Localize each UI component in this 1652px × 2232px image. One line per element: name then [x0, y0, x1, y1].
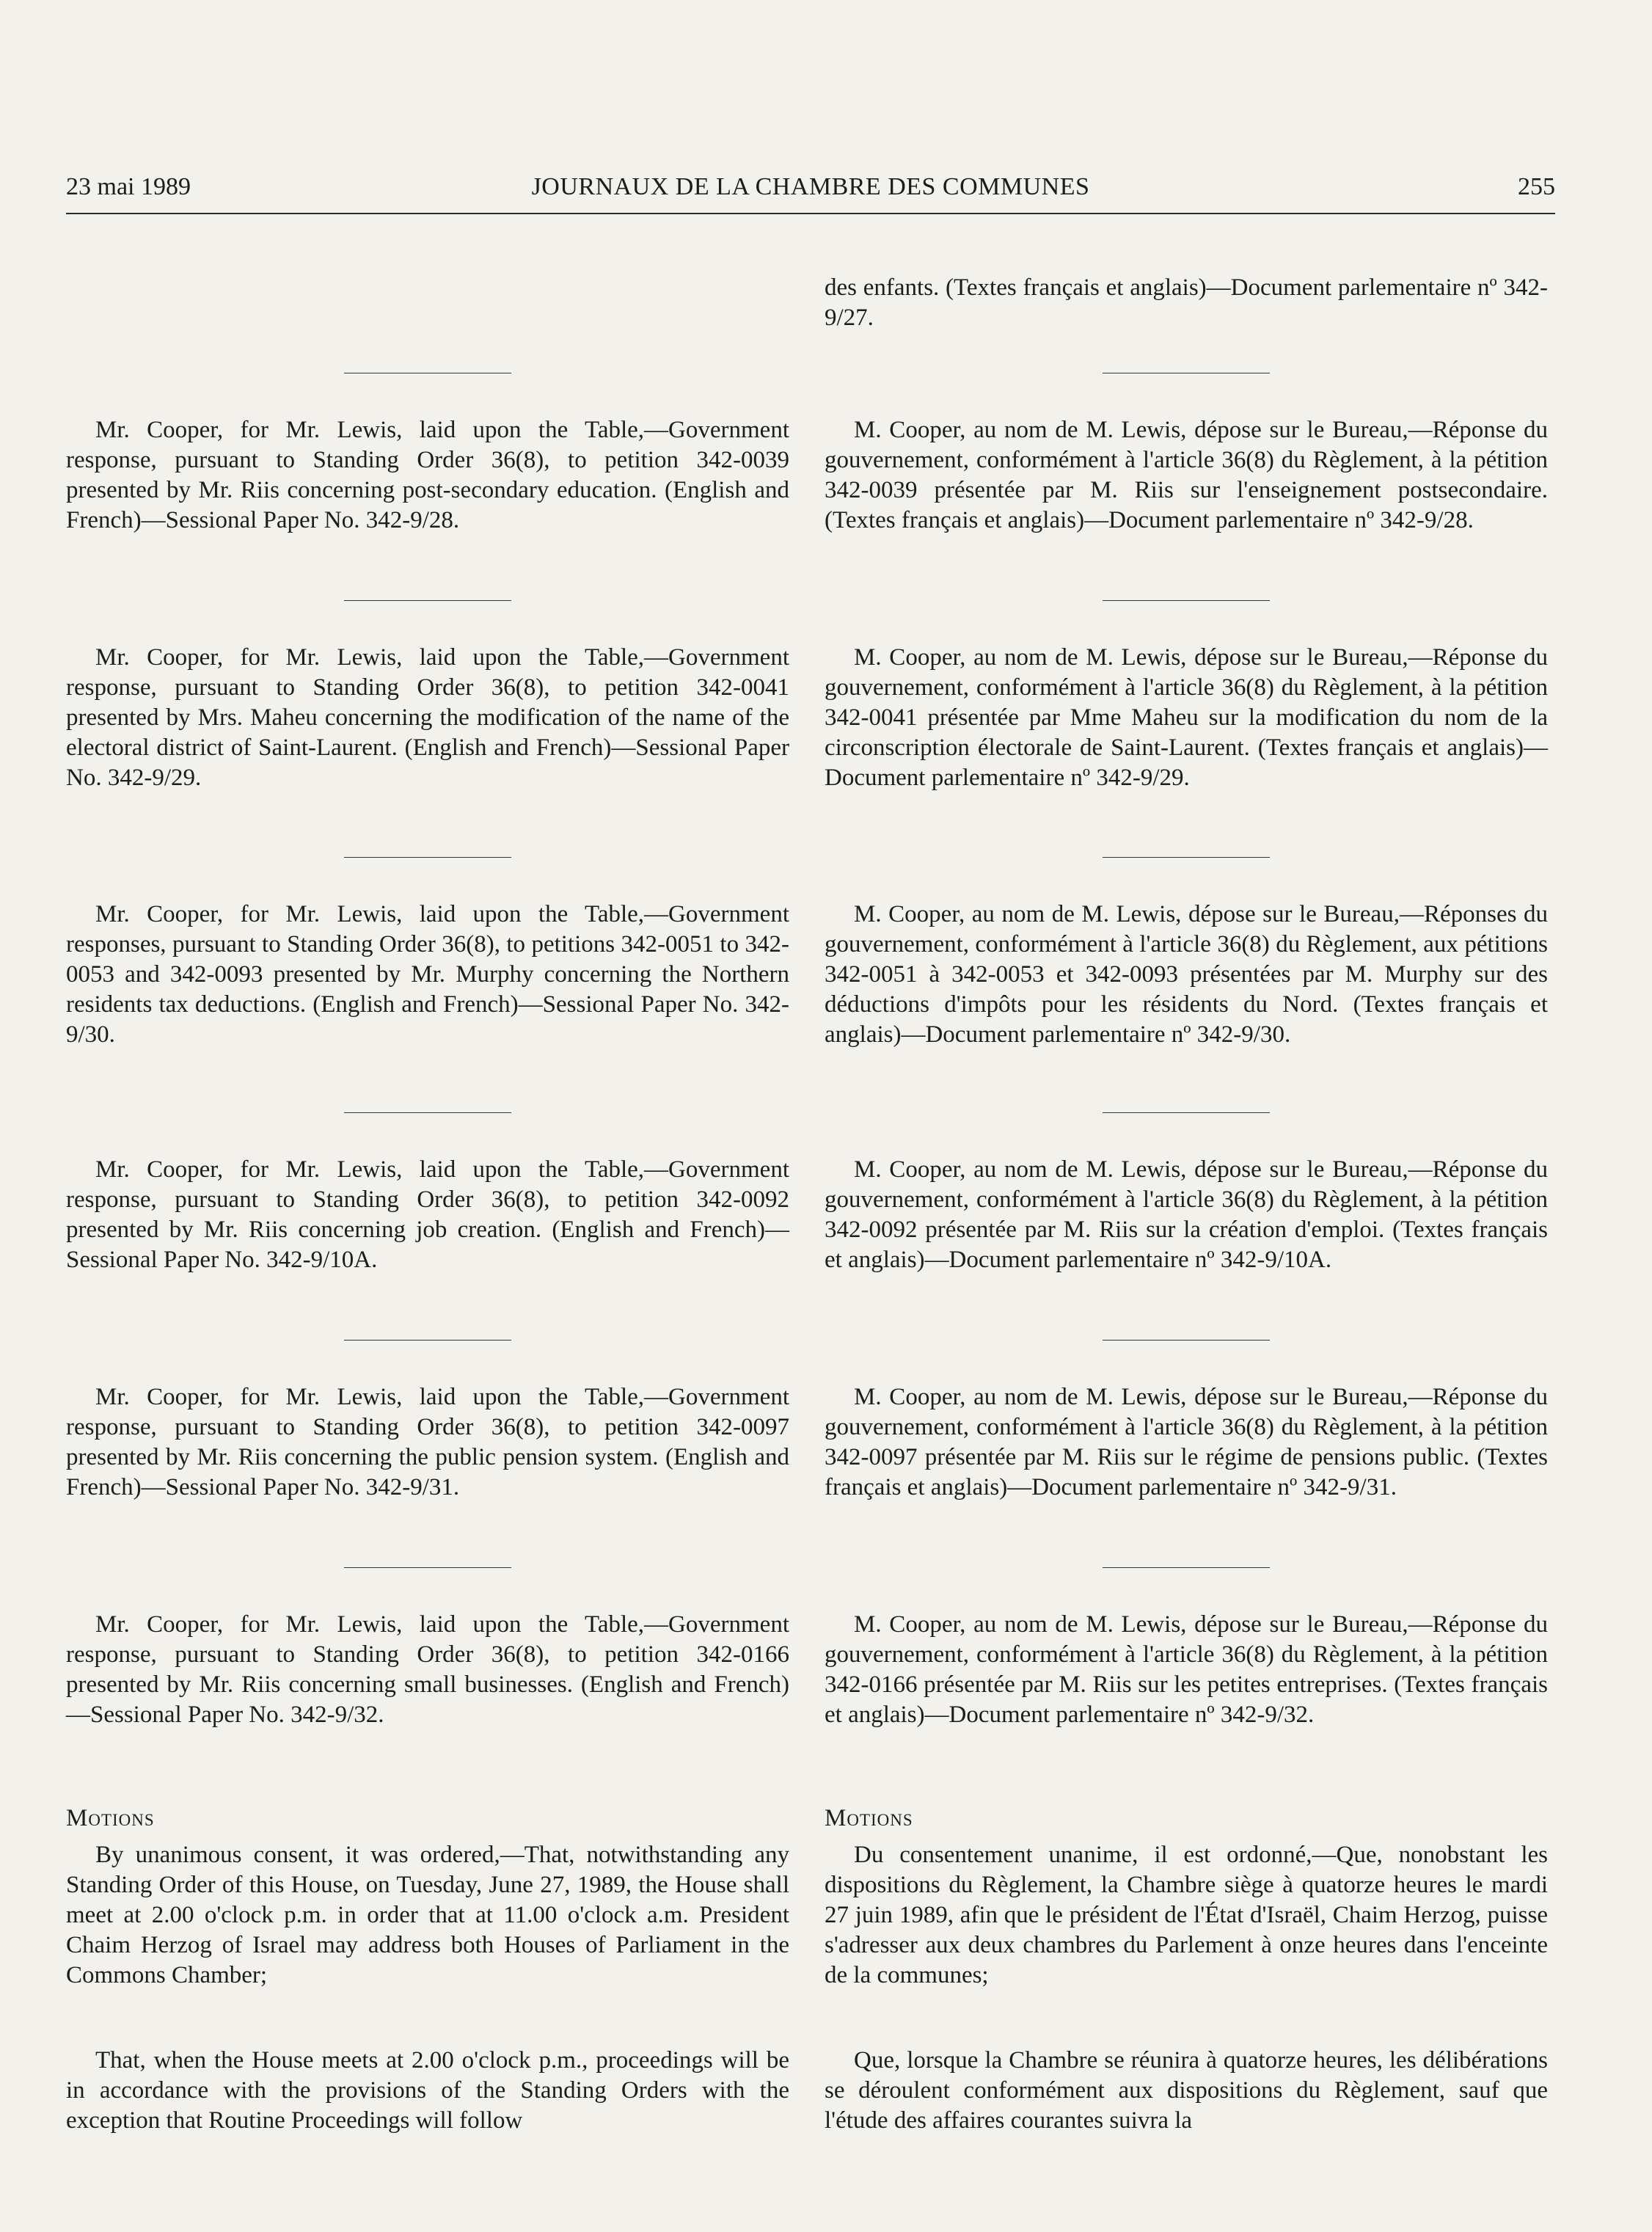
- separator-rule: [1103, 1340, 1270, 1341]
- entry-paragraph: Mr. Cooper, for Mr. Lewis, laid upon the Table,—Government responses, pursuant to Standing Order 36(8), to petitions 342-0051 to 342-0053 and 342-0093 presented by Mr. Murphy concerning the Northern residents tax deductions. (English and French)—Sessional Paper No. 342-9/30.: [66, 901, 789, 1048]
- motions-heading: Motions: [825, 1805, 913, 1831]
- separator-rule: [1103, 1112, 1270, 1113]
- motion-paragraph: By unanimous consent, it was ordered,—That, notwithstanding any Standing Order of this House, on Tuesday, June 27, 1989, the House shall meet at 2.00 o'clock p.m. in order that at 11.00 o'clock a.m. President Chaim Herzog of Israel may address both Houses of Parliament in the Commons Chamber;: [66, 1842, 789, 1988]
- entry-paragraph: M. Cooper, au nom de M. Lewis, dépose sur le Bureau,—Réponses du gouvernement, conformément à l'article 36(8) du Règlement, aux pétitions 342-0051 à 342-0053 et 342-0093 présentées par M. Murphy sur des déductions d'impôts pour les résidents du Nord. (Textes français et anglais)—Document parlementaire nº 342-9/30.: [825, 901, 1548, 1048]
- motion-paragraph: Que, lorsque la Chambre se réunira à quatorze heures, les délibérations se déroulent conformément aux dispositions du Règlement, sauf que l'étude des affaires courantes suivra la: [825, 2047, 1548, 2134]
- separator-rule: [344, 1340, 511, 1341]
- entry-paragraph: M. Cooper, au nom de M. Lewis, dépose sur le Bureau,—Réponse du gouvernement, conformément à l'article 36(8) du Règlement, à la pétition 342-0039 présentée par M. Riis sur l'enseignement postsecondaire. (Textes français et anglais)—Document parlementaire nº 342-9/28.: [825, 417, 1548, 533]
- motion-paragraph: Du consentement unanime, il est ordonné,—Que, nonobstant les dispositions du Règlement, la Chambre siège à quatorze heures le mardi 27 juin 1989, afin que le président de l'État d'Israël, Chaim Herzog, puisse s'adresser aux deux chambres du Parlement à onze heures dans l'enceinte de la communes;: [825, 1842, 1548, 1988]
- separator-rule: [344, 600, 511, 601]
- continuation-paragraph: des enfants. (Textes français et anglais)—Document parlementaire nº 342-9/27.: [825, 274, 1548, 331]
- page-number: 255: [1518, 173, 1555, 200]
- separator-rule: [344, 857, 511, 858]
- entry-paragraph: M. Cooper, au nom de M. Lewis, dépose sur le Bureau,—Réponse du gouvernement, conformément à l'article 36(8) du Règlement, à la pétition 342-0097 présentée par M. Riis sur le régime de pensions public. (Textes français et anglais)—Document parlementaire nº 342-9/31.: [825, 1384, 1548, 1500]
- separator-rule: [1103, 600, 1270, 601]
- journal-title: JOURNAUX DE LA CHAMBRE DES COMMUNES: [531, 173, 1090, 200]
- entry-paragraph: M. Cooper, au nom de M. Lewis, dépose sur le Bureau,—Réponse du gouvernement, conformément à l'article 36(8) du Règlement, à la pétition 342-0166 présentée par M. Riis sur les petites entreprises. (Textes français et anglais)—Document parlementaire nº 342-9/32.: [825, 1611, 1548, 1728]
- entry-paragraph: Mr. Cooper, for Mr. Lewis, laid upon the Table,—Government response, pursuant to Standing Order 36(8), to petition 342-0166 presented by Mr. Riis concerning small businesses. (English and French)—Sessional Paper No. 342-9/32.: [66, 1611, 789, 1728]
- header-date: 23 mai 1989: [66, 173, 191, 200]
- separator-rule: [344, 1112, 511, 1113]
- separator-rule: [1103, 1567, 1270, 1568]
- separator-rule: [344, 1567, 511, 1568]
- entry-paragraph: Mr. Cooper, for Mr. Lewis, laid upon the Table,—Government response, pursuant to Standing Order 36(8), to petition 342-0039 presented by Mr. Riis concerning post-secondary education. (English and French)—Sessional Paper No. 342-9/28.: [66, 417, 789, 533]
- entry-paragraph: M. Cooper, au nom de M. Lewis, dépose sur le Bureau,—Réponse du gouvernement, conformément à l'article 36(8) du Règlement, à la pétition 342-0041 présentée par Mme Maheu sur la modification du nom de la circonscription électorale de Saint-Laurent. (Textes français et anglais)—Document parlementaire nº 342-9/29.: [825, 644, 1548, 791]
- entry-paragraph: M. Cooper, au nom de M. Lewis, dépose sur le Bureau,—Réponse du gouvernement, conformément à l'article 36(8) du Règlement, à la pétition 342-0092 présentée par M. Riis sur la création d'emploi. (Textes français et anglais)—Document parlementaire nº 342-9/10A.: [825, 1156, 1548, 1273]
- motion-paragraph: That, when the House meets at 2.00 o'clock p.m., proceedings will be in accordance with the provisions of the Standing Orders with the exception that Routine Proceedings will follow: [66, 2047, 789, 2134]
- page-header: [66, 173, 1555, 214]
- motions-heading: Motions: [66, 1805, 155, 1831]
- entry-paragraph: Mr. Cooper, for Mr. Lewis, laid upon the Table,—Government response, pursuant to Standing Order 36(8), to petition 342-0041 presented by Mrs. Maheu concerning the modification of the name of the electoral district of Saint-Laurent. (English and French)—Sessional Paper No. 342-9/29.: [66, 644, 789, 791]
- separator-rule: [1103, 857, 1270, 858]
- entry-paragraph: Mr. Cooper, for Mr. Lewis, laid upon the Table,—Government response, pursuant to Standing Order 36(8), to petition 342-0097 presented by Mr. Riis concerning the public pension system. (English and French)—Sessional Paper No. 342-9/31.: [66, 1384, 789, 1500]
- entry-paragraph: Mr. Cooper, for Mr. Lewis, laid upon the Table,—Government response, pursuant to Standing Order 36(8), to petition 342-0092 presented by Mr. Riis concerning job creation. (English and French)—Sessional Paper No. 342-9/10A.: [66, 1156, 789, 1273]
